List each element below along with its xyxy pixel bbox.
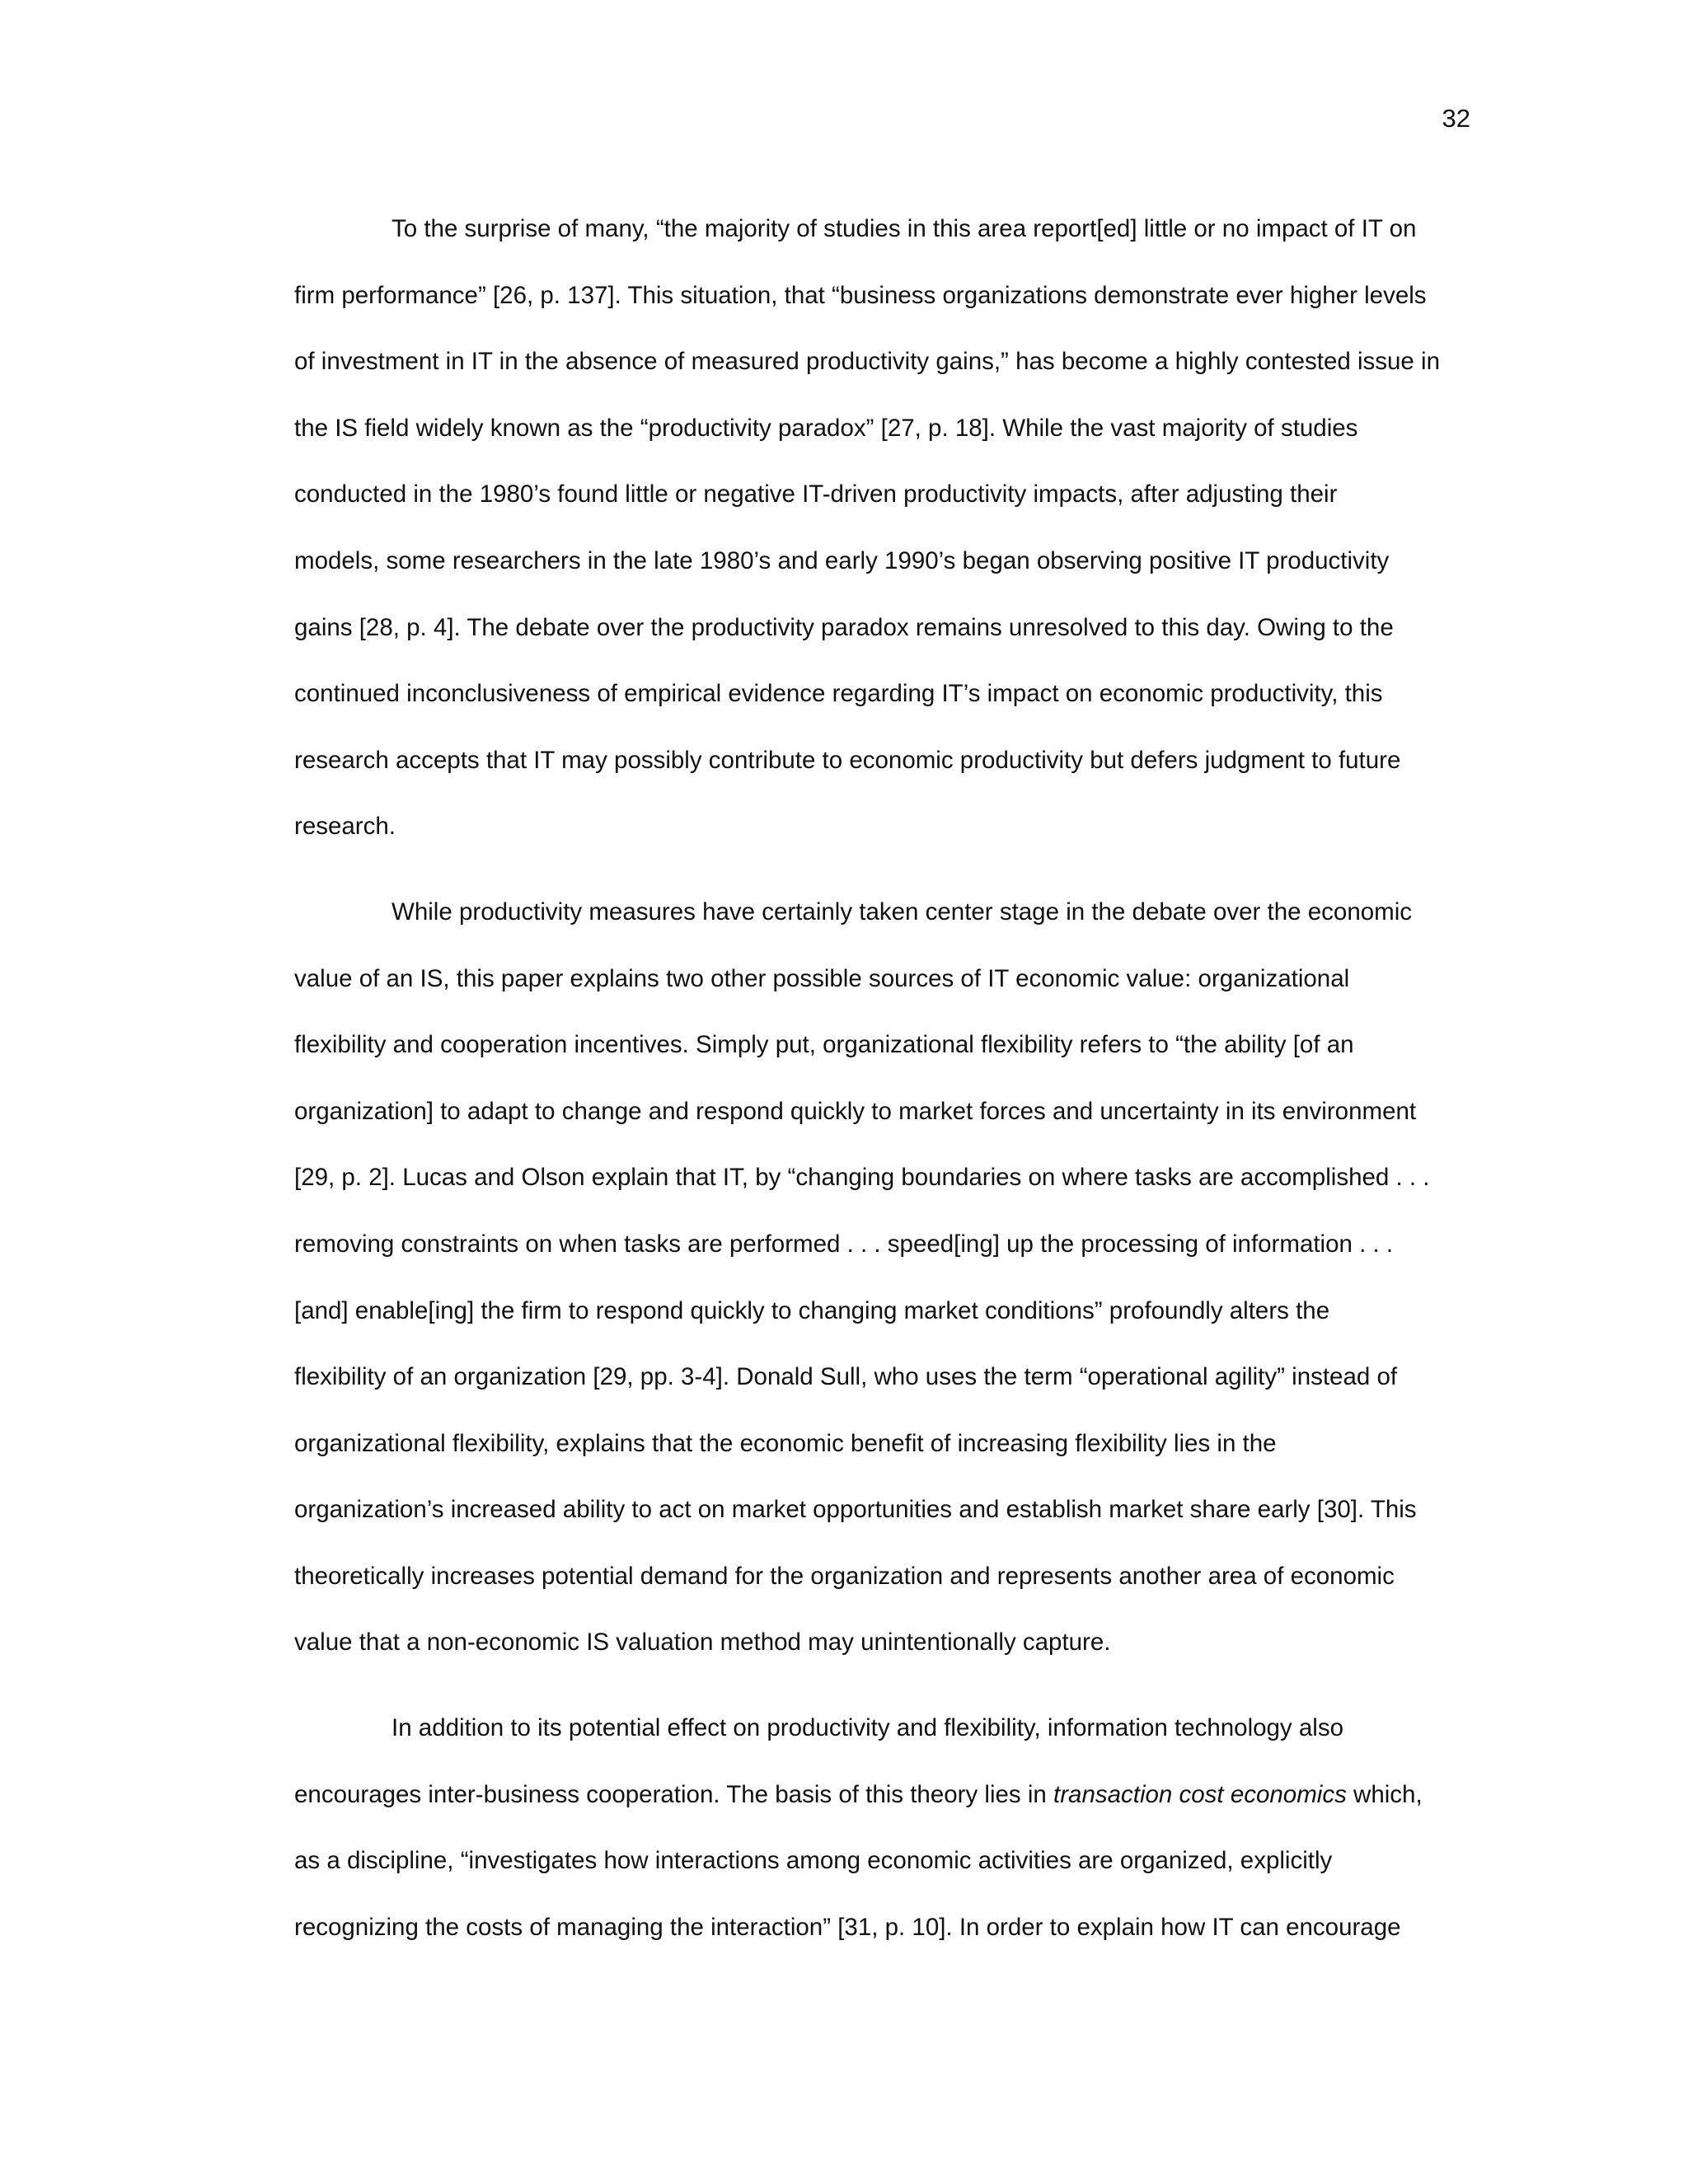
- text-line: recognizing the costs of managing the interaction” [31, p. 10]. In order to explain how IT can encourage: [294, 1913, 1401, 1941]
- text-line: In addition to its potential effect on productivity and flexibility, information technology also: [392, 1714, 1343, 1742]
- text-line: models, some researchers in the late 1980’s and early 1990’s began observing positive IT productivity: [294, 546, 1390, 574]
- text-line: value that a non-economic IS valuation method may unintentionally capture.: [294, 1629, 1111, 1657]
- text-line: the IS field widely known as the “productivity paradox” [27, p. 18]. While the vast majority of studies: [294, 414, 1358, 442]
- text-line: flexibility and cooperation incentives. Simply put, organizational flexibility refers to “the ability [of an: [294, 1031, 1354, 1059]
- emphasis-term: transaction cost economics: [1053, 1780, 1347, 1808]
- text-line: firm performance” [26, p. 137]. This situation, that “business organizations demonstrate ever higher levels: [294, 281, 1427, 309]
- text-line: organization] to adapt to change and respond quickly to market forces and uncertainty in its environment: [294, 1097, 1417, 1125]
- text-line: conducted in the 1980’s found little or negative IT-driven productivity impacts, after adjusting their: [294, 480, 1338, 509]
- text-line: [and] enable[ing] the firm to respond quickly to changing market conditions” profoundly alters the: [294, 1296, 1330, 1324]
- text-line: organizational flexibility, explains that the economic benefit of increasing flexibility lies in the: [294, 1429, 1277, 1457]
- text-line: organization’s increased ability to act on market opportunities and establish market share early [30]. This: [294, 1496, 1417, 1524]
- text-line: While productivity measures have certainly taken center stage in the debate over the economic: [392, 898, 1413, 926]
- paragraph-productivity-paradox: [294, 196, 1473, 860]
- page-number: 32: [1442, 104, 1470, 133]
- text-line: continued inconclusiveness of empirical evidence regarding IT’s impact on economic productivity, this: [294, 680, 1383, 708]
- body-text: [294, 196, 1473, 1961]
- text-line: as a discipline, “investigates how interactions among economic activities are organized, explicitly: [294, 1847, 1333, 1875]
- text-line: theoretically increases potential demand for the organization and represents another area of economic: [294, 1562, 1395, 1590]
- text-line: [29, p. 2]. Lucas and Olson explain that IT, by “changing boundaries on where tasks are accomplished . . .: [294, 1164, 1430, 1192]
- text-line: research.: [294, 813, 396, 841]
- paragraph-organizational-flexibility: [294, 879, 1473, 1676]
- text-line: of investment in IT in the absence of measured productivity gains,” has become a highly contested issue in: [294, 348, 1441, 376]
- paragraph-cooperation-incentives: [294, 1695, 1473, 1961]
- text-segment: encourages inter-business cooperation. The basis of this theory lies in: [294, 1780, 1054, 1808]
- text-line: To the surprise of many, “the majority of studies in this area report[ed] little or no impact of IT on: [392, 215, 1417, 242]
- text-line: value of an IS, this paper explains two other possible sources of IT economic value: organizational: [294, 964, 1350, 992]
- text-line: removing constraints on when tasks are performed . . . speed[ing] up the processing of information . . .: [294, 1230, 1394, 1258]
- text-line: research accepts that IT may possibly contribute to economic productivity but defers judgment to future: [294, 746, 1401, 774]
- text-line: gains [28, p. 4]. The debate over the productivity paradox remains unresolved to this day. Owing to the: [294, 613, 1394, 641]
- text-line: flexibility of an organization [29, pp. 3-4]. Donald Sull, who uses the term “operational agility” instead of: [294, 1363, 1398, 1391]
- text-segment: which,: [1346, 1780, 1423, 1808]
- text-line-with-emphasis: [294, 1762, 1473, 1829]
